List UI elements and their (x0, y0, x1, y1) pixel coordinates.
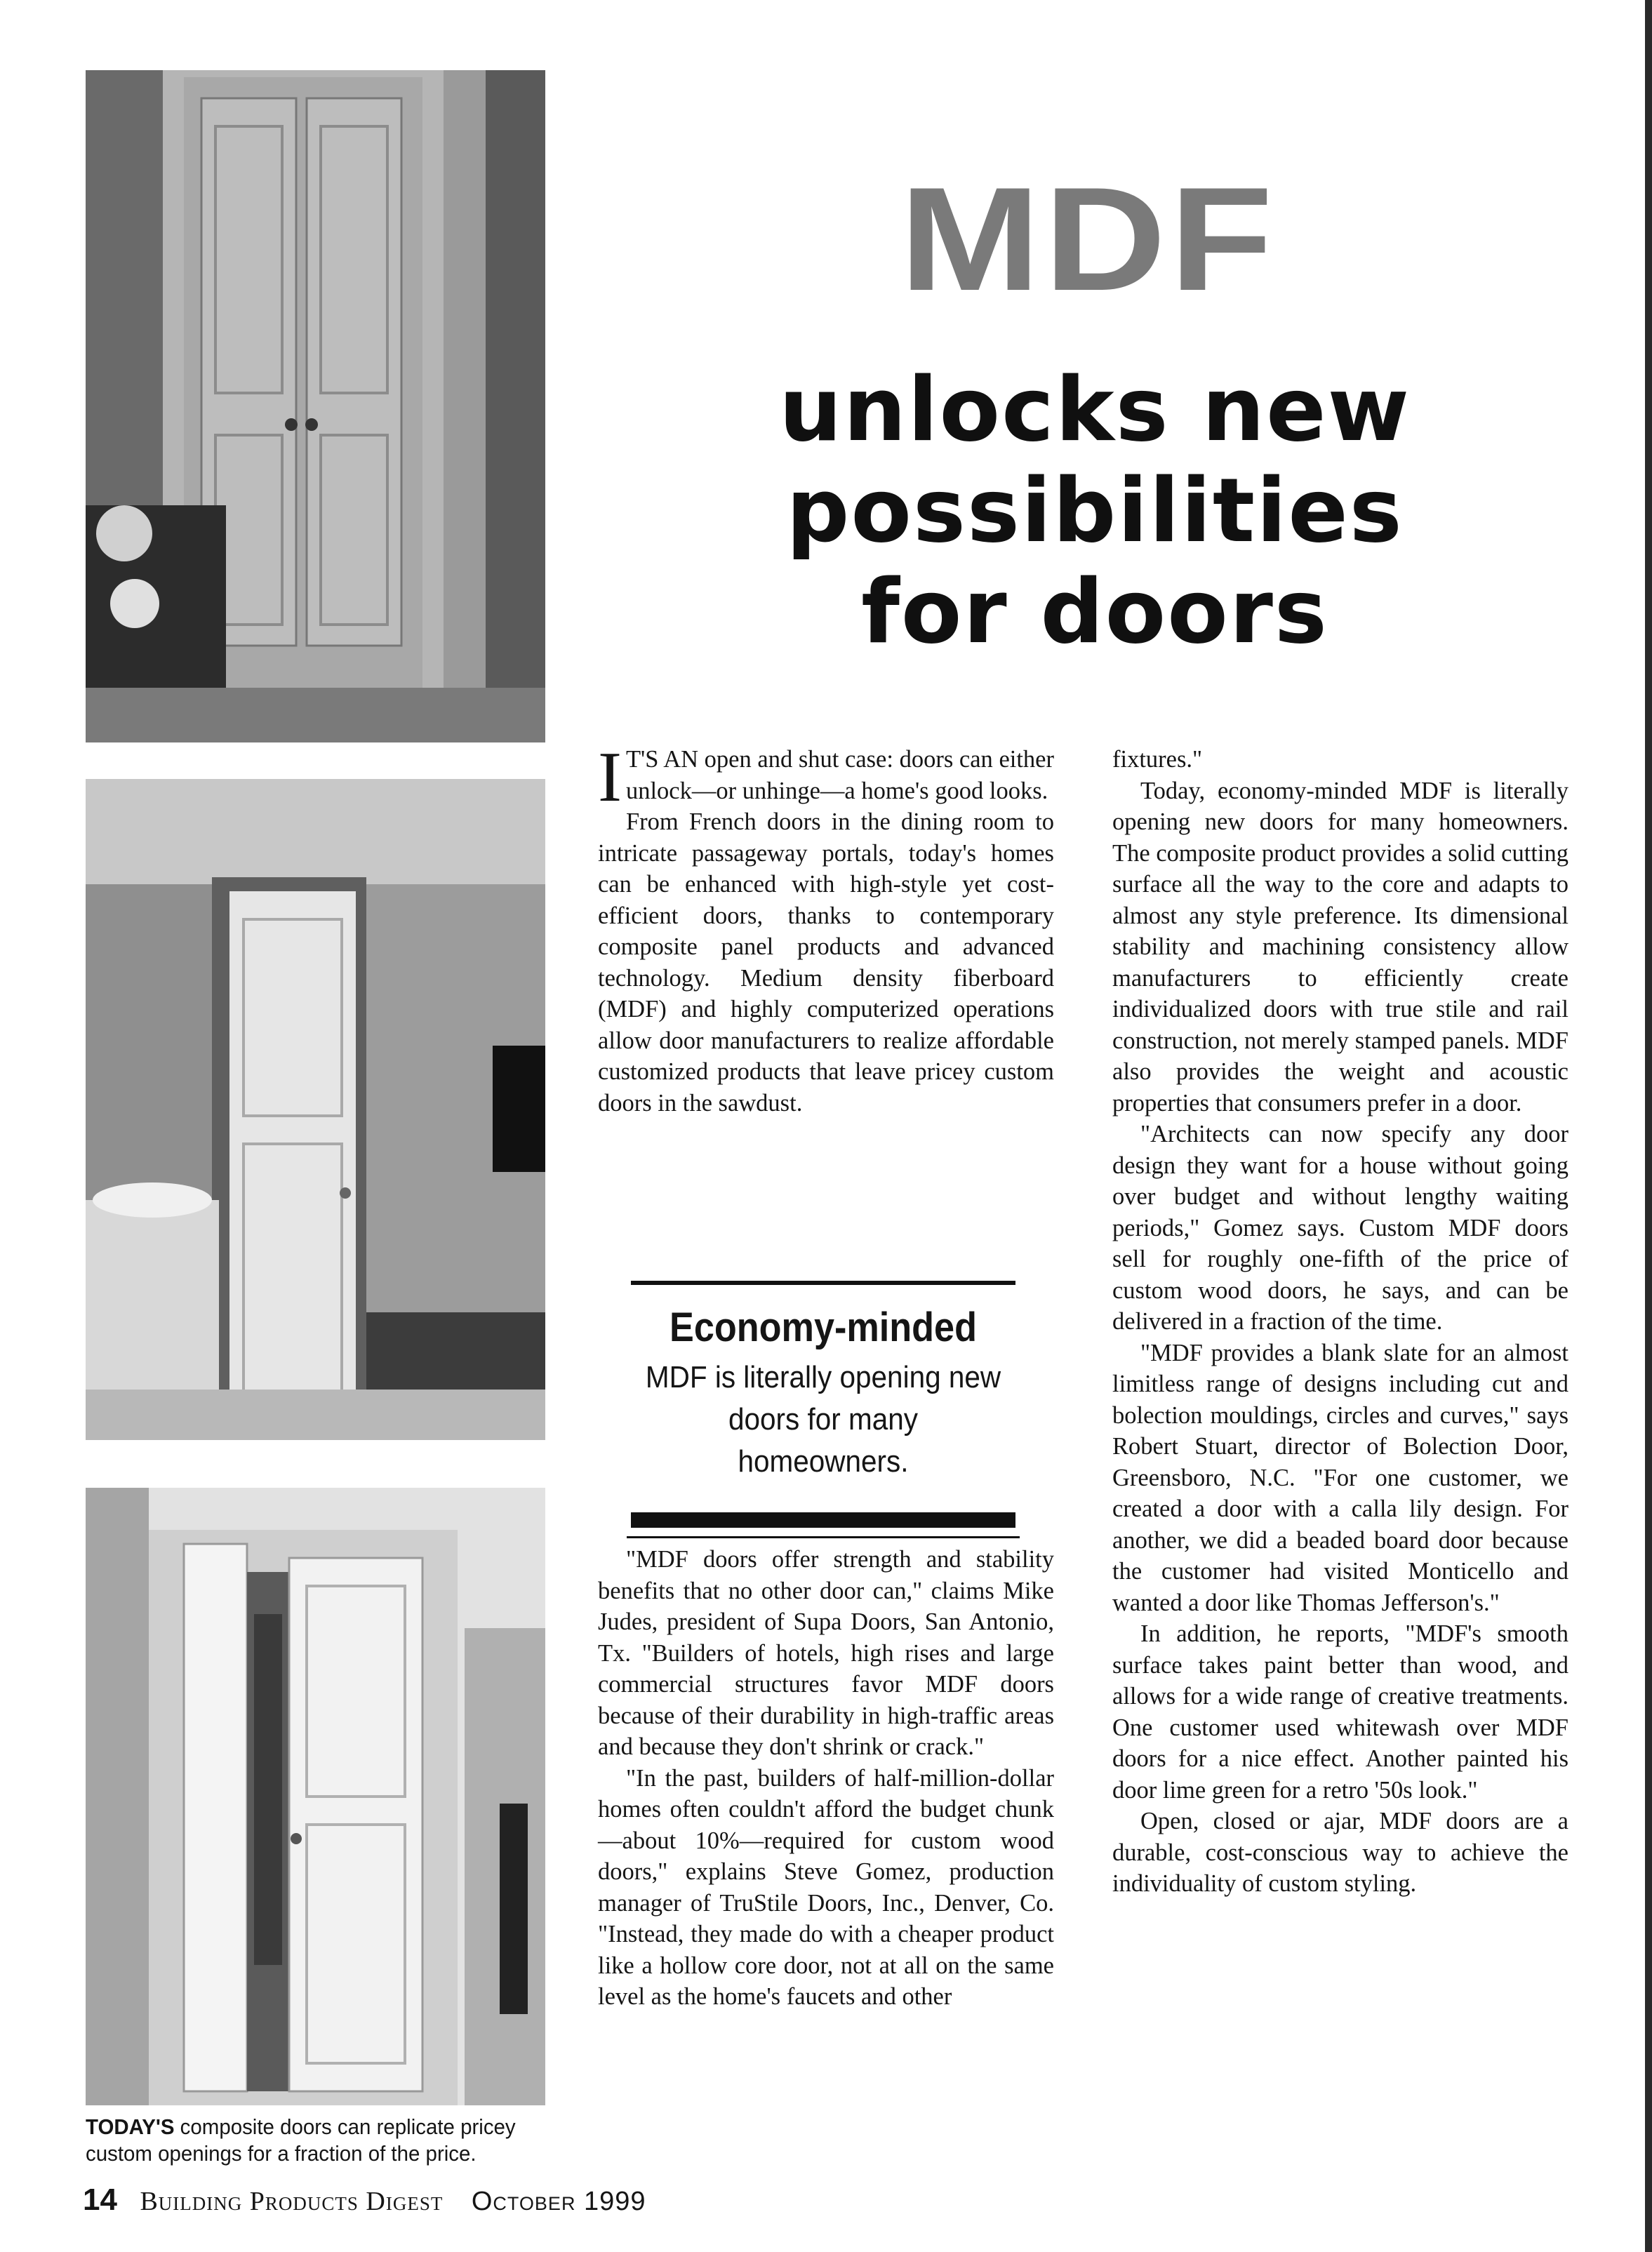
article-paragraph-6: "Architects can now specify any door design they want for a house without going over budget and without lengthy waiting periods," Gomez says. Custom MDF doors sell for roughly one-fifth of the price of custom wood doors, he says, and can be delivered in a fraction of the time. (1112, 1121, 1568, 1335)
article-paragraph-4-continued: fixtures." (1112, 746, 1203, 773)
photo-open-double-doors-graphic (86, 1488, 545, 2105)
article-column-2-lower (598, 1544, 1054, 2013)
article-column-3 (1112, 744, 1568, 1900)
headline-subtitle (653, 359, 1537, 662)
photo-caption-text: composite doors can replicate pricey custom openings for a fraction of the price. (86, 2114, 516, 2166)
article-paragraph-1-text: T'S AN open and shut case: doors can either unlock—or unhinge—a home's good looks. (625, 746, 1054, 804)
photo-french-doors (86, 70, 545, 742)
issue-date: October 1999 (471, 2187, 646, 2216)
photo-open-double-doors (86, 1488, 545, 2105)
article-column-2-upper (598, 738, 1054, 1119)
photo-french-doors-graphic (86, 70, 545, 742)
article-paragraph-3: "MDF doors offer strength and stability benefits that no other door can," claims Mike Judes, president of Supa Doors, San Antonio, Tx. "Builders of hotels, high rises and large commercial structures favor MDF doors because of their durability in high-traffic areas and because they don't shrink or crack." (598, 1546, 1054, 1760)
pull-quote-rule-top (631, 1281, 1015, 1285)
article-paragraph-2: From French doors in the dining room to intricate passageway portals, today's homes can be enhanced with high-style yet cost-efficient doors, thanks to contemporary composite panel products and advanced technology. Medium density fiberboard (MDF) and highly computerized operations allow door manufacturers to realize affordable customized products that leave pricey custom doors in the sawdust. (598, 808, 1054, 1117)
headline-line-1: unlocks new (778, 358, 1411, 461)
article-paragraph-7: "MDF provides a blank slate for an almost limitless range of designs including cut and bolection mouldings, circles and curves," says Robert Stuart, director of Bolection Door, Greensboro, N.C. "For one customer, we created a door with a calla lily design. For another, we did a beaded board door because the customer had visited Monticello and wanted a door like Thomas Jefferson's." (1112, 1339, 1568, 1616)
article-paragraph-4: "In the past, builders of half-million-dollar homes often couldn't afford the budget chunk—about 10%—required for custom wood doors," explains Steve Gomez, production manager of TruStile Doors, Inc., Denver, Co. "Instead, they made do with a cheaper product like a hollow core door, not at all on the same level as the home's faucets and other (598, 1764, 1054, 2010)
pull-quote-text: MDF is literally opening new doors for many homeowners. (645, 1360, 1001, 1479)
page-number: 14 (83, 2183, 117, 2217)
headline-mdf: MDF (899, 156, 1277, 321)
pull-quote-rule-bottom-thin (627, 1536, 1020, 1538)
article-paragraph-9: Open, closed or ajar, MDF doors are a durable, cost-conscious way to achieve the individuality of custom styling. (1112, 1808, 1568, 1897)
article-paragraph-5: Today, economy-minded MDF is literally opening new doors for many homeowners. The composite product provides a solid cutting surface all the way to the core and adapts to almost any style preference. Its dimensional stability and machining consistency allow manufacturers to efficiently create individualized doors with true stile and rail construction, not merely stamped panels. MDF also provides the weight and acoustic properties that consumers prefer in a door. (1112, 777, 1568, 1117)
photo-caption-lead: TODAY'S (86, 2114, 175, 2139)
article-paragraph-1 (598, 738, 1054, 817)
article-paragraph-8: In addition, he reports, "MDF's smooth surface takes paint better than wood, and allows for a wide range of creative treatments. One customer used whitewash over MDF doors for a nice effect. Another painted his door lime green for a retro '50s look." (1112, 1620, 1568, 1804)
photo-caption (86, 2114, 526, 2167)
photo-bathroom-door (86, 779, 545, 1440)
headline-line-2: possibilities (786, 459, 1404, 562)
pull-quote-rule-bottom-thick (631, 1512, 1015, 1528)
pull-quote-heading: Economy-minded (670, 1305, 977, 1350)
page-edge-shadow (1645, 0, 1652, 2252)
page-footer (83, 2183, 646, 2218)
photo-bathroom-door-graphic (86, 779, 545, 1440)
publication-name: Building Products Digest (140, 2187, 444, 2216)
pull-quote (627, 1281, 1020, 1538)
headline-line-3: for doors (861, 560, 1328, 663)
drop-cap: I (598, 738, 622, 817)
